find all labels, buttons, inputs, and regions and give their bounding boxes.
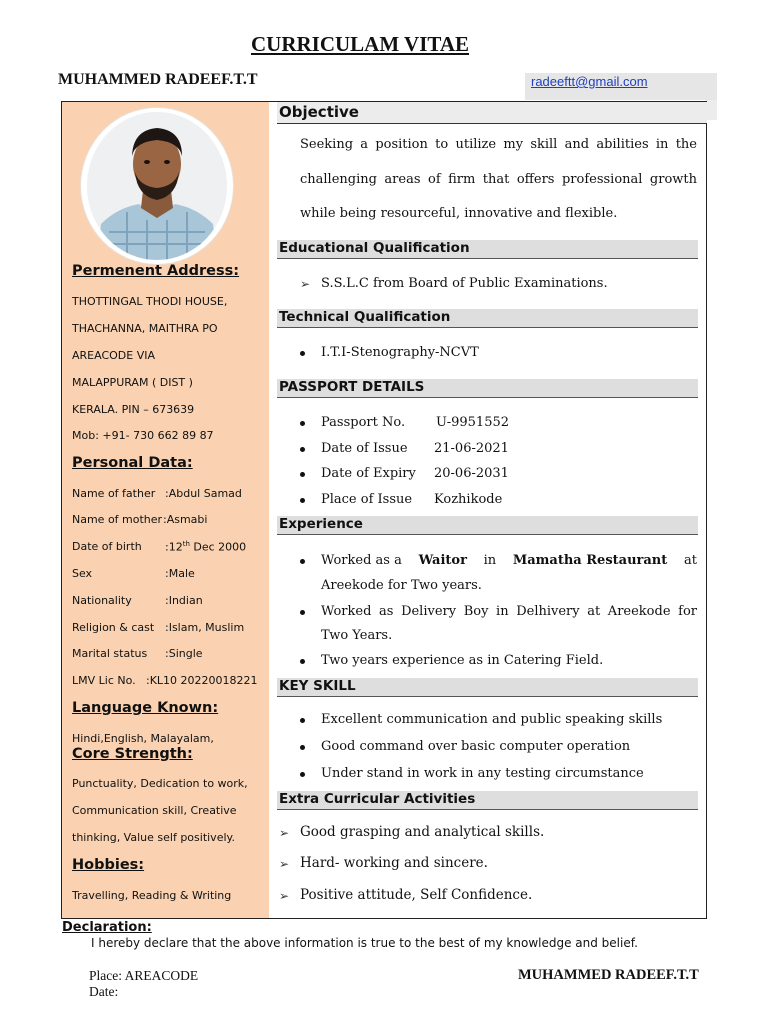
address-line: THOTTINGAL THODI HOUSE, bbox=[72, 295, 228, 308]
bullet-icon bbox=[300, 559, 305, 564]
personal-label: Name of mother bbox=[72, 513, 163, 526]
passport-heading: PASSPORT DETAILS bbox=[279, 379, 425, 395]
personal-value: :Islam, Muslim bbox=[165, 621, 245, 634]
arrow-bullet-icon: ➢ bbox=[279, 857, 290, 871]
languages: Hindi,English, Malayalam, bbox=[72, 732, 214, 745]
personal-label: Religion & cast bbox=[72, 621, 155, 634]
bullet-icon bbox=[300, 447, 305, 452]
core-strength-line: Punctuality, Dedication to work, bbox=[72, 777, 248, 790]
declaration-heading: Declaration: bbox=[62, 920, 152, 935]
arrow-bullet-icon: ➢ bbox=[300, 277, 311, 291]
personal-value: :Single bbox=[165, 647, 203, 660]
address-line: KERALA. PIN – 673639 bbox=[72, 403, 195, 416]
date-field: Date: bbox=[89, 984, 119, 999]
objective-heading: Objective bbox=[279, 103, 359, 121]
address-line: MALAPPURAM ( DIST ) bbox=[72, 376, 193, 389]
profile-photo bbox=[87, 112, 227, 260]
experience-item-line: Areekode for Two years. bbox=[321, 578, 482, 593]
extra-item: Hard- working and sincere. bbox=[300, 855, 488, 871]
personal-label: LMV Lic No. bbox=[72, 674, 136, 687]
objective-line: challenging areas of firm that offers professional growth bbox=[300, 172, 697, 187]
personal-value: :Male bbox=[165, 567, 195, 580]
extra-item: Good grasping and analytical skills. bbox=[300, 824, 545, 840]
email-link[interactable]: radeeftt@gmail.com bbox=[531, 74, 648, 89]
core-strength-line: thinking, Value self positively. bbox=[72, 831, 235, 844]
experience-heading-bar bbox=[277, 516, 698, 535]
extra-heading: Extra Curricular Activities bbox=[279, 791, 476, 807]
address-heading: Permenent Address: bbox=[72, 263, 240, 279]
key-skill-heading: KEY SKILL bbox=[279, 678, 356, 694]
arrow-bullet-icon: ➢ bbox=[279, 889, 290, 903]
address-line: AREACODE VIA bbox=[72, 349, 155, 362]
key-skill-heading-bar bbox=[277, 678, 698, 697]
passport-value: U-9951552 bbox=[436, 415, 510, 430]
arrow-bullet-icon: ➢ bbox=[279, 826, 290, 840]
extra-heading-bar bbox=[277, 791, 698, 810]
language-heading: Language Known: bbox=[72, 700, 219, 716]
education-item: S.S.L.C from Board of Public Examinations. bbox=[321, 276, 608, 291]
bullet-icon bbox=[300, 498, 305, 503]
personal-label: Name of father bbox=[72, 487, 156, 500]
page-title: CURRICULAM VITAE bbox=[251, 32, 469, 56]
objective-heading-bar bbox=[277, 102, 707, 124]
mobile-number: Mob: +91- 730 662 89 87 bbox=[72, 429, 214, 442]
bullet-icon bbox=[300, 772, 305, 777]
address-line: THACHANNA, MAITHRA PO bbox=[72, 322, 218, 335]
passport-heading-bar bbox=[277, 379, 698, 398]
objective-line: while being resourceful, innovative and flexible. bbox=[300, 206, 618, 221]
personal-value: :Asmabi bbox=[163, 513, 208, 526]
passport-value: 20-06-2031 bbox=[434, 466, 509, 481]
passport-value: Kozhikode bbox=[434, 492, 503, 507]
education-heading-bar bbox=[277, 240, 698, 259]
experience-heading: Experience bbox=[279, 516, 363, 532]
signature-name: MUHAMMED RADEEF.T.T bbox=[518, 967, 699, 983]
personal-value: :Indian bbox=[165, 594, 203, 607]
personal-label: Sex bbox=[72, 567, 93, 580]
experience-item-line: Worked as Delivery Boy in Delhivery at Areekode for bbox=[321, 604, 697, 619]
bullet-icon bbox=[300, 659, 305, 664]
extra-item: Positive attitude, Self Confidence. bbox=[300, 887, 533, 903]
bullet-icon bbox=[300, 472, 305, 477]
objective-line: Seeking a position to utilize my skill and abilities in the bbox=[300, 137, 697, 152]
personal-value: :KL10 20220018221 bbox=[146, 674, 258, 687]
experience-item-line: Worked as a Waitor in Mamatha Restaurant at bbox=[321, 553, 697, 568]
declaration-text: I hereby declare that the above information is true to the best of my knowledge and belief. bbox=[91, 936, 638, 950]
candidate-name: MUHAMMED RADEEF.T.T bbox=[58, 71, 258, 88]
hobbies-heading: Hobbies: bbox=[72, 857, 145, 873]
bullet-icon bbox=[300, 421, 305, 426]
personal-label: Marital status bbox=[72, 647, 148, 660]
bullet-icon bbox=[300, 718, 305, 723]
core-strength-line: Communication skill, Creative bbox=[72, 804, 237, 817]
experience-item-line: Two Years. bbox=[321, 628, 393, 643]
bullet-icon bbox=[300, 745, 305, 750]
education-heading: Educational Qualification bbox=[279, 240, 470, 256]
technical-heading: Technical Qualification bbox=[279, 309, 451, 325]
personal-label: Date of birth bbox=[72, 540, 142, 553]
passport-label: Place of Issue bbox=[321, 492, 413, 507]
bullet-icon bbox=[300, 351, 305, 356]
passport-label: Date of Expiry bbox=[321, 466, 416, 481]
technical-heading-bar bbox=[277, 309, 698, 328]
personal-heading: Personal Data: bbox=[72, 455, 193, 471]
personal-value: :12th Dec 2000 bbox=[165, 540, 247, 554]
hobbies: Travelling, Reading & Writing bbox=[72, 889, 232, 902]
bullet-icon bbox=[300, 610, 305, 615]
core-strength-heading: Core Strength: bbox=[72, 746, 193, 762]
passport-label: Passport No. bbox=[321, 415, 406, 430]
email-field bbox=[525, 73, 717, 100]
passport-value: 21-06-2021 bbox=[434, 441, 509, 456]
personal-label: Nationality bbox=[72, 594, 132, 607]
personal-value: :Abdul Samad bbox=[165, 487, 242, 500]
passport-label: Date of Issue bbox=[321, 441, 408, 456]
place-field: Place: AREACODE bbox=[89, 968, 199, 983]
